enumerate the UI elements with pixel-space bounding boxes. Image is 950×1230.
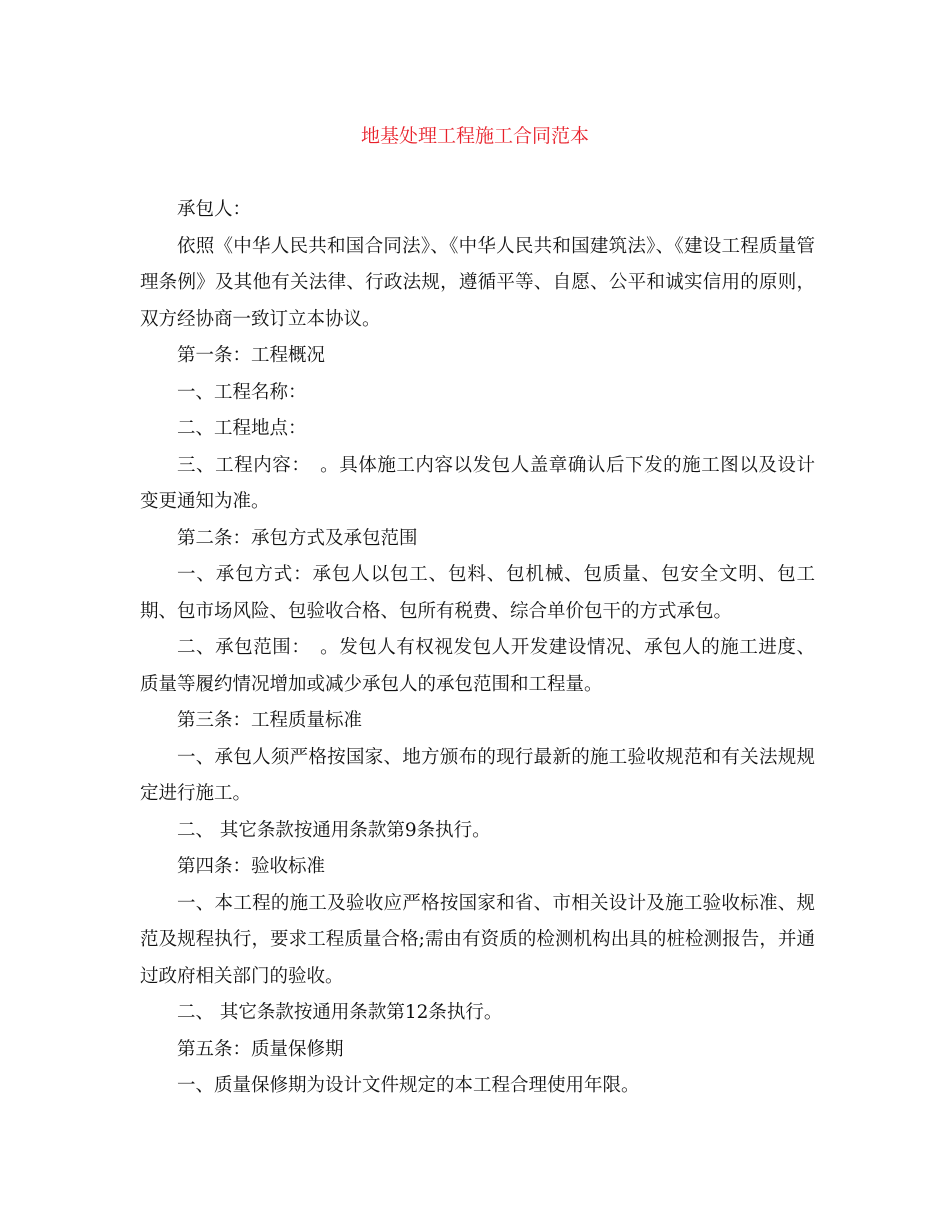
paragraph-warranty-period: 一、质量保修期为设计文件规定的本工程合理使用年限。: [177, 1075, 640, 1096]
paragraph-project-name: 一、工程名称：: [177, 381, 307, 403]
paragraph-project-location: 二、工程地点：: [177, 418, 307, 439]
article-3-heading: 第三条：工程质量标准: [177, 710, 363, 731]
paragraph-acceptance-standard: 一、本工程的施工及验收应严格按国家和省、市相关设计及施工验收标准、规范及规程执行，要求工程质量合格;需由有资质的检测机构出具的桩检测报告，并通过政府相关部门的验收。: [140, 892, 815, 987]
paragraph-contract-method: 一、承包方式：承包人以包工、包料、包机械、包质量、包安全文明、包工期、包市场风险、包验收合格、包所有税费、综合单价包干的方式承包。: [140, 564, 815, 622]
document-title: 地基处理工程施工合同范本: [360, 125, 589, 147]
paragraph-project-content: 三、工程内容： 。具体施工内容以发包人盖章确认后下发的施工图以及设计变更通知为准。: [140, 454, 815, 512]
article-5-heading: 第五条：质量保修期: [177, 1038, 344, 1060]
article-1-heading: 第一条：工程概况: [177, 345, 326, 366]
paragraph-quality-standard: 一、承包人须严格按国家、地方颁布的现行最新的施工验收规范和有关法规规定进行施工。: [140, 746, 815, 804]
paragraph-acceptance-other: 二、 其它条款按通用条款第12条执行。: [177, 1002, 503, 1023]
paragraph-contractor: 承包人：: [177, 199, 252, 220]
document-body: [140, 192, 815, 1105]
paragraph-preamble: 依照《中华人民共和国合同法》、《中华人民共和国建筑法》、《建设工程质量管理条例》及其他有关法律、行政法规，遵循平等、自愿、公平和诚实信用的原则，双方经协商一致订立本协议。: [140, 235, 815, 330]
paragraph-contract-scope: 二、承包范围： 。发包人有权视发包人开发建设情况、承包人的施工进度、质量等履约情况增加或减少承包人的承包范围和工程量。: [140, 637, 815, 695]
article-4-heading: 第四条：验收标准: [177, 856, 326, 877]
article-2-heading: 第二条：承包方式及承包范围: [177, 527, 418, 549]
paragraph-quality-other: 二、 其它条款按通用条款第9条执行。: [177, 819, 491, 841]
